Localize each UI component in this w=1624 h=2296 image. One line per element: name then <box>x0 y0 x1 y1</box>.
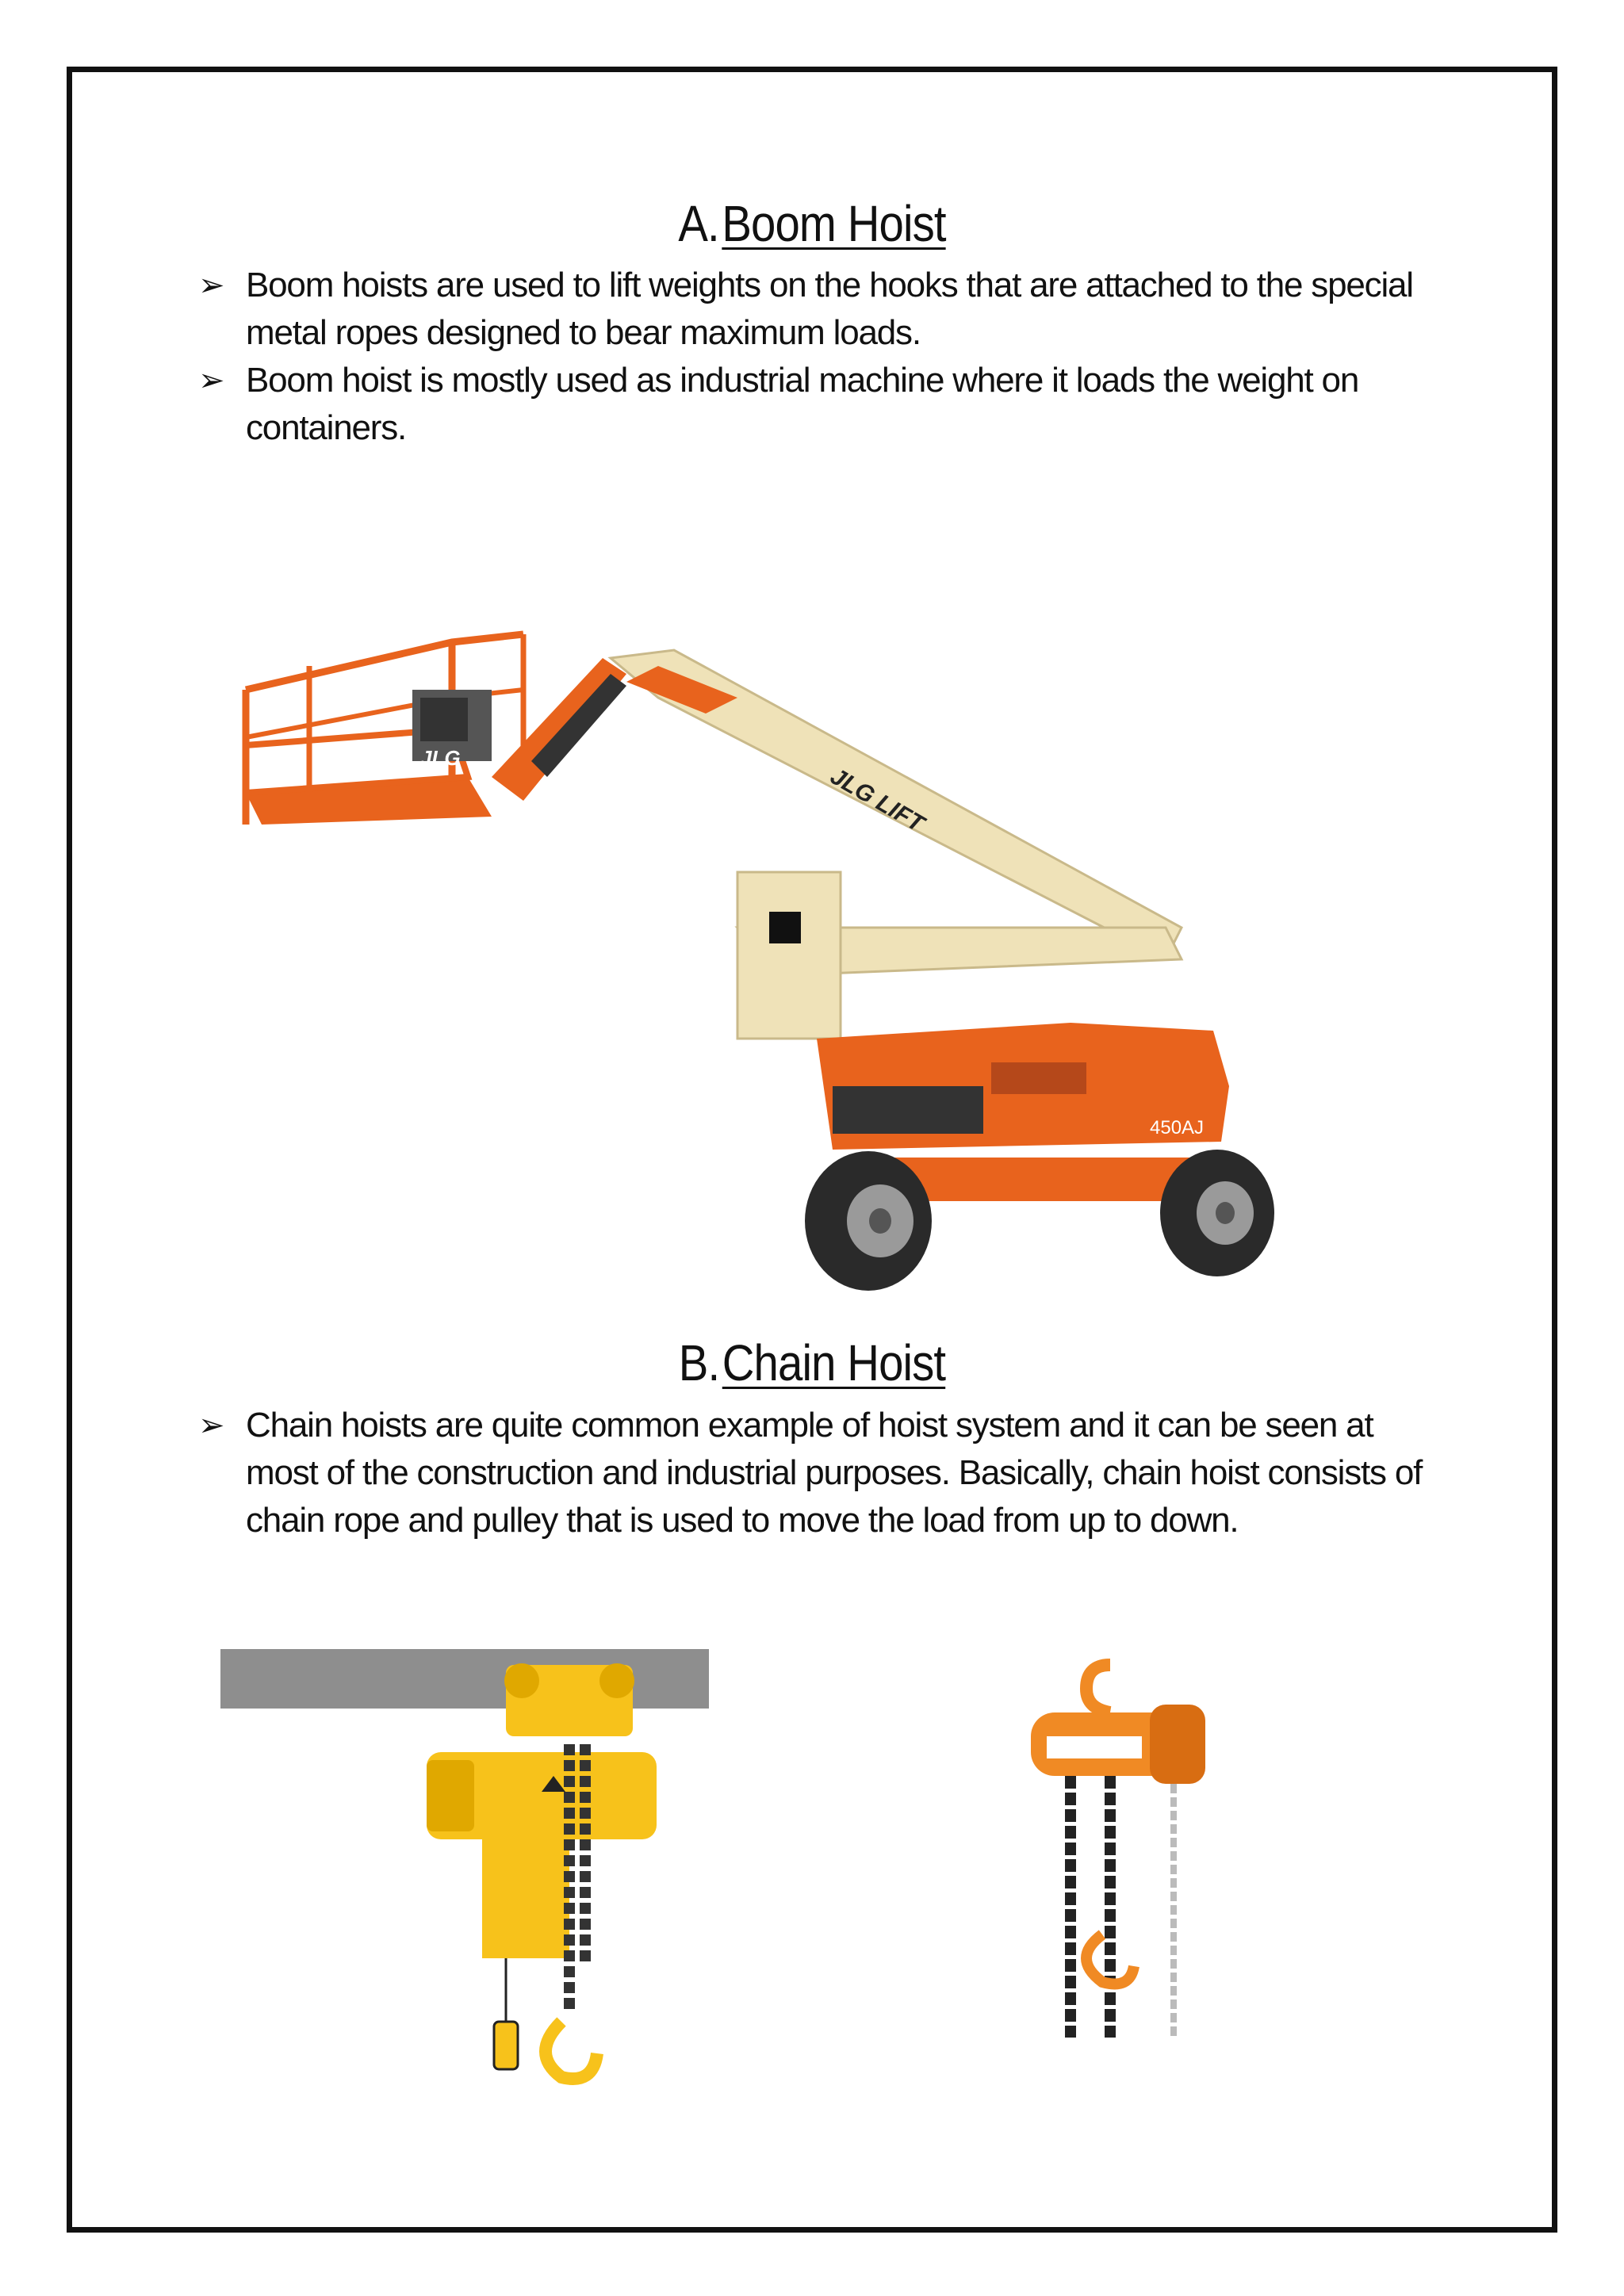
section-b-heading <box>98 1334 1526 1392</box>
section-a-bullets <box>198 262 1435 452</box>
bullet-item <box>198 1402 1435 1544</box>
bullet-arrow-icon: ➢ <box>198 1408 224 1443</box>
boom-label: JLG LIFT <box>825 763 929 838</box>
bullet-item <box>198 357 1435 452</box>
top-hook <box>1086 1665 1110 1712</box>
section-a-heading <box>98 194 1526 253</box>
section-a-title: Boom Hoist <box>722 195 946 252</box>
manual-chain-block-image <box>1007 1649 1245 2045</box>
bullet-text: Boom hoists are used to lift weights on the hooks that are attached to the special metal ropes designed to bear maximum loads. <box>246 266 1413 352</box>
hoist-body <box>482 1839 569 1958</box>
electric-chain-hoist-image <box>220 1649 728 2109</box>
pendant-control <box>494 2022 518 2069</box>
bullet-arrow-icon: ➢ <box>198 363 224 398</box>
bullet-item <box>198 262 1435 357</box>
section-b-bullets <box>198 1402 1435 1544</box>
model-label: 450AJ <box>1150 1117 1205 1138</box>
section-b-title: Chain Hoist <box>722 1334 946 1391</box>
section-b-letter: B. <box>678 1334 720 1391</box>
wheel <box>1160 1150 1274 1276</box>
svg-text:JLG: JLG <box>420 746 461 770</box>
wheel <box>805 1151 932 1291</box>
boom-column <box>737 872 841 1039</box>
hook <box>546 2022 597 2079</box>
bullet-text: Chain hoists are quite common example of hoist system and it can be seen at most of the construction and industrial purposes. Basically, chain hoist consists of chain rope and pulley that is used to move the load from up to down. <box>246 1406 1423 1540</box>
bullet-arrow-icon: ➢ <box>198 268 224 303</box>
basket <box>246 634 523 825</box>
i-beam <box>220 1649 709 1709</box>
section-a-letter: A. <box>678 195 719 252</box>
boom-lift-image <box>230 610 1419 1292</box>
bullet-text: Boom hoist is mostly used as industrial machine where it loads the weight on containers. <box>246 361 1359 447</box>
